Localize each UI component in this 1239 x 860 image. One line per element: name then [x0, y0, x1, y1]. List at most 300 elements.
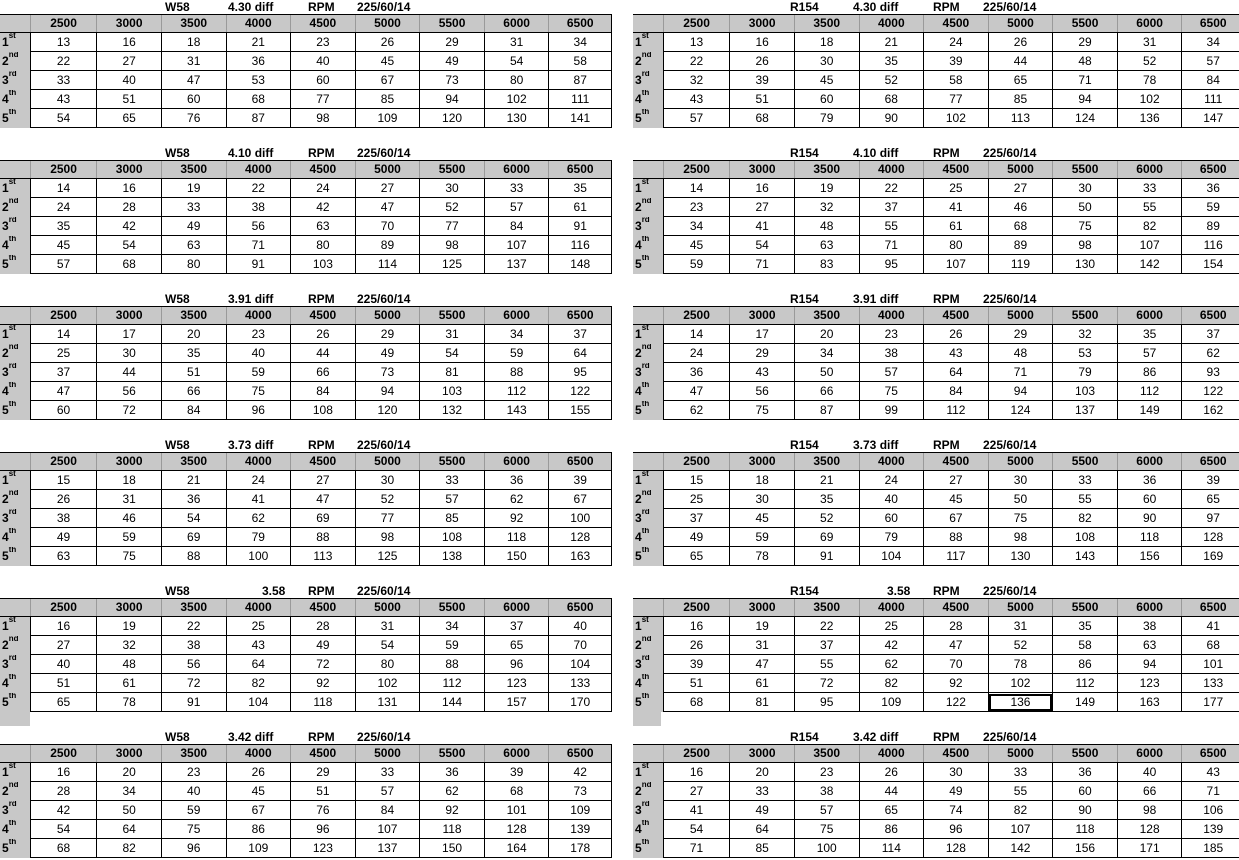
speed-cell[interactable]: 52 — [1117, 52, 1182, 71]
speed-cell[interactable]: 34 — [484, 325, 549, 344]
speed-cell[interactable]: 71 — [859, 236, 924, 255]
gear-label[interactable] — [633, 401, 663, 420]
speed-cell[interactable]: 122 — [549, 382, 612, 401]
gear-label[interactable] — [633, 490, 663, 509]
gear-label[interactable] — [633, 382, 663, 401]
speed-cell[interactable]: 112 — [1117, 382, 1182, 401]
header-corner-cell[interactable] — [633, 307, 663, 325]
rpm-column-header[interactable]: 6000 — [1117, 307, 1182, 325]
speed-cell[interactable]: 35 — [161, 344, 226, 363]
speed-cell[interactable]: 60 — [161, 90, 226, 109]
speed-cell[interactable]: 39 — [484, 763, 549, 782]
speed-cell[interactable]: 112 — [924, 401, 989, 420]
speed-cell[interactable]: 75 — [794, 820, 859, 839]
speed-cell[interactable]: 52 — [794, 509, 859, 528]
speed-cell[interactable]: 85 — [988, 90, 1053, 109]
rpm-column-header[interactable]: 5000 — [988, 453, 1053, 471]
speed-cell[interactable]: 40 — [1117, 763, 1182, 782]
speed-cell[interactable]: 119 — [988, 255, 1053, 274]
rpm-column-header[interactable]: 4000 — [859, 745, 924, 763]
speed-cell[interactable]: 34 — [1182, 33, 1239, 52]
gear-label[interactable] — [633, 179, 663, 198]
speed-cell[interactable]: 77 — [924, 90, 989, 109]
speed-cell[interactable]: 59 — [1182, 198, 1239, 217]
speed-cell[interactable]: 34 — [97, 782, 162, 801]
speed-cell[interactable]: 141 — [549, 109, 612, 128]
speed-cell[interactable]: 63 — [794, 236, 859, 255]
speed-cell[interactable]: 23 — [859, 325, 924, 344]
speed-cell[interactable]: 51 — [97, 90, 162, 109]
speed-cell[interactable]: 35 — [1053, 617, 1118, 636]
speed-cell[interactable]: 24 — [924, 33, 989, 52]
speed-cell[interactable]: 37 — [663, 509, 730, 528]
header-corner-cell[interactable] — [0, 161, 30, 179]
speed-cell[interactable]: 103 — [420, 382, 485, 401]
speed-cell[interactable]: 79 — [794, 109, 859, 128]
speed-cell[interactable]: 68 — [1182, 636, 1239, 655]
speed-cell[interactable]: 22 — [859, 179, 924, 198]
gear-label[interactable] — [633, 344, 663, 363]
gear-label[interactable] — [0, 401, 30, 420]
speed-cell[interactable]: 60 — [1053, 782, 1118, 801]
speed-cell[interactable]: 170 — [549, 693, 612, 712]
rpm-column-header[interactable]: 6500 — [549, 161, 612, 179]
rpm-column-header[interactable]: 4000 — [859, 599, 924, 617]
speed-cell[interactable]: 75 — [97, 547, 162, 566]
speed-cell[interactable]: 42 — [859, 636, 924, 655]
gear-label[interactable] — [633, 801, 663, 820]
rpm-column-header[interactable]: 2500 — [663, 745, 730, 763]
rpm-column-header[interactable]: 4500 — [924, 161, 989, 179]
rpm-column-header[interactable]: 4500 — [924, 15, 989, 33]
speed-cell[interactable]: 55 — [859, 217, 924, 236]
speed-cell[interactable]: 37 — [859, 198, 924, 217]
speed-cell[interactable]: 43 — [924, 344, 989, 363]
gear-label[interactable] — [0, 179, 30, 198]
speed-cell[interactable]: 22 — [161, 617, 226, 636]
speed-cell[interactable]: 55 — [1117, 198, 1182, 217]
speed-cell[interactable]: 26 — [730, 52, 795, 71]
speed-cell[interactable]: 62 — [484, 490, 549, 509]
speed-cell[interactable]: 87 — [549, 71, 612, 90]
speed-cell[interactable]: 54 — [484, 52, 549, 71]
speed-cell[interactable]: 118 — [291, 693, 356, 712]
speed-cell[interactable]: 98 — [291, 109, 356, 128]
speed-cell[interactable]: 31 — [97, 490, 162, 509]
gear-label[interactable] — [0, 763, 30, 782]
speed-cell[interactable]: 22 — [794, 617, 859, 636]
speed-cell[interactable]: 157 — [484, 693, 549, 712]
speed-cell[interactable]: 16 — [730, 33, 795, 52]
speed-cell[interactable]: 91 — [226, 255, 291, 274]
rpm-column-header[interactable]: 5500 — [420, 453, 485, 471]
rpm-column-header[interactable]: 6500 — [1182, 599, 1239, 617]
speed-cell[interactable]: 65 — [859, 801, 924, 820]
speed-cell[interactable]: 44 — [988, 52, 1053, 71]
speed-cell[interactable]: 14 — [30, 179, 97, 198]
speed-cell[interactable]: 85 — [355, 90, 420, 109]
rpm-column-header[interactable]: 3000 — [730, 15, 795, 33]
speed-cell[interactable]: 54 — [30, 820, 97, 839]
rpm-column-header[interactable]: 5500 — [420, 599, 485, 617]
speed-cell[interactable]: 37 — [794, 636, 859, 655]
speed-cell[interactable]: 178 — [549, 839, 612, 858]
rpm-column-header[interactable]: 3000 — [730, 599, 795, 617]
speed-cell[interactable]: 108 — [291, 401, 356, 420]
speed-cell[interactable]: 31 — [730, 636, 795, 655]
speed-cell[interactable]: 94 — [1117, 655, 1182, 674]
speed-cell[interactable]: 124 — [988, 401, 1053, 420]
speed-cell[interactable]: 63 — [1117, 636, 1182, 655]
speed-cell[interactable]: 34 — [420, 617, 485, 636]
speed-cell[interactable]: 107 — [355, 820, 420, 839]
speed-cell[interactable]: 25 — [30, 344, 97, 363]
speed-cell[interactable]: 64 — [730, 820, 795, 839]
speed-cell[interactable]: 36 — [1053, 763, 1118, 782]
speed-cell[interactable]: 149 — [1117, 401, 1182, 420]
rpm-column-header[interactable]: 4000 — [226, 161, 291, 179]
speed-cell[interactable]: 82 — [97, 839, 162, 858]
rpm-column-header[interactable]: 3500 — [161, 745, 226, 763]
speed-cell[interactable]: 99 — [859, 401, 924, 420]
rpm-column-header[interactable]: 6000 — [1117, 599, 1182, 617]
rpm-column-header[interactable]: 3500 — [161, 599, 226, 617]
speed-cell[interactable]: 88 — [161, 547, 226, 566]
speed-cell[interactable]: 29 — [420, 33, 485, 52]
speed-cell[interactable]: 38 — [226, 198, 291, 217]
speed-cell[interactable]: 98 — [1117, 801, 1182, 820]
speed-cell[interactable]: 98 — [420, 236, 485, 255]
speed-cell[interactable]: 155 — [549, 401, 612, 420]
speed-cell[interactable]: 80 — [355, 655, 420, 674]
speed-cell[interactable]: 118 — [420, 820, 485, 839]
speed-cell[interactable]: 29 — [355, 325, 420, 344]
gear-label[interactable] — [0, 255, 30, 274]
speed-cell[interactable]: 120 — [355, 401, 420, 420]
speed-cell[interactable]: 25 — [226, 617, 291, 636]
speed-cell[interactable]: 112 — [420, 674, 485, 693]
speed-cell[interactable]: 31 — [1117, 33, 1182, 52]
speed-cell[interactable]: 90 — [1117, 509, 1182, 528]
speed-cell[interactable]: 67 — [355, 71, 420, 90]
speed-cell[interactable]: 42 — [549, 763, 612, 782]
speed-cell[interactable]: 67 — [549, 490, 612, 509]
rpm-column-header[interactable]: 2500 — [30, 745, 97, 763]
speed-cell[interactable]: 21 — [859, 33, 924, 52]
speed-cell[interactable]: 91 — [161, 693, 226, 712]
gear-label[interactable] — [0, 839, 30, 858]
speed-cell[interactable]: 33 — [30, 71, 97, 90]
gear-label[interactable] — [0, 471, 30, 490]
speed-cell[interactable]: 39 — [1182, 471, 1239, 490]
speed-cell[interactable]: 96 — [161, 839, 226, 858]
speed-cell[interactable]: 68 — [859, 90, 924, 109]
speed-cell[interactable]: 25 — [859, 617, 924, 636]
speed-cell[interactable]: 69 — [161, 528, 226, 547]
rpm-column-header[interactable]: 6000 — [484, 745, 549, 763]
speed-cell[interactable]: 88 — [420, 655, 485, 674]
speed-cell[interactable]: 49 — [663, 528, 730, 547]
speed-cell[interactable]: 57 — [1117, 344, 1182, 363]
rpm-column-header[interactable]: 6500 — [1182, 15, 1239, 33]
rpm-column-header[interactable]: 3000 — [730, 161, 795, 179]
speed-cell[interactable]: 16 — [663, 617, 730, 636]
header-corner-cell[interactable] — [0, 599, 30, 617]
speed-cell[interactable]: 104 — [226, 693, 291, 712]
speed-cell[interactable]: 52 — [355, 490, 420, 509]
rpm-column-header[interactable]: 3500 — [794, 745, 859, 763]
speed-cell[interactable]: 36 — [1117, 471, 1182, 490]
speed-cell[interactable]: 57 — [30, 255, 97, 274]
speed-cell[interactable]: 92 — [484, 509, 549, 528]
rpm-column-header[interactable]: 6000 — [484, 161, 549, 179]
rpm-column-header[interactable]: 3000 — [97, 161, 162, 179]
rpm-column-header[interactable]: 5500 — [1053, 453, 1118, 471]
speed-cell[interactable]: 89 — [988, 236, 1053, 255]
gear-label[interactable] — [0, 90, 30, 109]
speed-cell[interactable]: 44 — [859, 782, 924, 801]
speed-cell[interactable]: 35 — [549, 179, 612, 198]
speed-cell[interactable]: 14 — [30, 325, 97, 344]
speed-cell[interactable]: 30 — [730, 490, 795, 509]
speed-cell[interactable]: 96 — [484, 655, 549, 674]
header-corner-cell[interactable] — [0, 307, 30, 325]
speed-cell[interactable]: 86 — [1053, 655, 1118, 674]
speed-cell[interactable]: 32 — [1053, 325, 1118, 344]
speed-cell[interactable]: 17 — [97, 325, 162, 344]
speed-cell[interactable]: 31 — [161, 52, 226, 71]
speed-cell[interactable]: 80 — [291, 236, 356, 255]
speed-cell[interactable]: 30 — [97, 344, 162, 363]
speed-cell[interactable]: 65 — [663, 547, 730, 566]
speed-cell[interactable]: 35 — [30, 217, 97, 236]
speed-cell[interactable]: 43 — [730, 363, 795, 382]
speed-cell[interactable]: 108 — [1053, 528, 1118, 547]
speed-cell[interactable]: 92 — [420, 801, 485, 820]
speed-cell[interactable]: 87 — [226, 109, 291, 128]
speed-cell[interactable]: 23 — [226, 325, 291, 344]
speed-cell[interactable]: 92 — [924, 674, 989, 693]
speed-cell[interactable]: 33 — [1053, 471, 1118, 490]
gear-label[interactable] — [633, 782, 663, 801]
speed-cell[interactable]: 51 — [30, 674, 97, 693]
speed-cell[interactable]: 49 — [161, 217, 226, 236]
rpm-column-header[interactable]: 4000 — [859, 307, 924, 325]
speed-cell[interactable]: 73 — [420, 71, 485, 90]
speed-cell[interactable]: 20 — [794, 325, 859, 344]
speed-cell[interactable]: 76 — [161, 109, 226, 128]
speed-cell[interactable]: 100 — [794, 839, 859, 858]
gear-label[interactable] — [0, 198, 30, 217]
gear-label[interactable] — [633, 839, 663, 858]
rpm-column-header[interactable]: 6000 — [484, 15, 549, 33]
speed-cell[interactable]: 48 — [97, 655, 162, 674]
speed-cell[interactable]: 90 — [859, 109, 924, 128]
gear-label[interactable] — [0, 109, 30, 128]
rpm-column-header[interactable]: 4500 — [924, 599, 989, 617]
header-corner-cell[interactable] — [0, 745, 30, 763]
rpm-column-header[interactable]: 4500 — [291, 161, 356, 179]
speed-cell[interactable]: 77 — [420, 217, 485, 236]
rpm-column-header[interactable]: 2500 — [663, 453, 730, 471]
speed-cell[interactable]: 76 — [291, 801, 356, 820]
speed-cell[interactable]: 71 — [226, 236, 291, 255]
rpm-column-header[interactable]: 3500 — [794, 453, 859, 471]
speed-cell[interactable]: 147 — [1182, 109, 1239, 128]
rpm-column-header[interactable]: 6000 — [484, 453, 549, 471]
speed-cell[interactable]: 18 — [730, 471, 795, 490]
speed-cell[interactable]: 62 — [859, 655, 924, 674]
speed-cell[interactable]: 128 — [1117, 820, 1182, 839]
speed-cell[interactable]: 24 — [663, 344, 730, 363]
rpm-column-header[interactable]: 3500 — [794, 599, 859, 617]
speed-cell[interactable]: 143 — [484, 401, 549, 420]
gear-label[interactable] — [0, 820, 30, 839]
speed-cell[interactable]: 107 — [988, 820, 1053, 839]
speed-cell[interactable]: 118 — [1117, 528, 1182, 547]
speed-cell[interactable]: 33 — [730, 782, 795, 801]
rpm-column-header[interactable]: 3500 — [794, 161, 859, 179]
speed-cell[interactable]: 80 — [161, 255, 226, 274]
speed-cell[interactable]: 57 — [420, 490, 485, 509]
rpm-column-header[interactable]: 4500 — [924, 307, 989, 325]
speed-cell[interactable]: 133 — [1182, 674, 1239, 693]
speed-cell[interactable]: 68 — [663, 693, 730, 712]
speed-cell[interactable]: 45 — [355, 52, 420, 71]
speed-cell[interactable]: 28 — [924, 617, 989, 636]
gear-label[interactable] — [633, 109, 663, 128]
rpm-column-header[interactable]: 4000 — [226, 745, 291, 763]
speed-cell[interactable]: 108 — [420, 528, 485, 547]
rpm-column-header[interactable]: 3500 — [794, 15, 859, 33]
speed-cell[interactable]: 55 — [794, 655, 859, 674]
speed-cell[interactable]: 128 — [549, 528, 612, 547]
speed-cell[interactable]: 144 — [420, 693, 485, 712]
rpm-column-header[interactable]: 5500 — [1053, 307, 1118, 325]
speed-cell[interactable]: 68 — [730, 109, 795, 128]
speed-cell[interactable]: 116 — [1182, 236, 1239, 255]
speed-cell[interactable]: 24 — [226, 471, 291, 490]
speed-cell[interactable]: 45 — [730, 509, 795, 528]
speed-cell[interactable]: 20 — [730, 763, 795, 782]
speed-cell[interactable]: 57 — [355, 782, 420, 801]
speed-cell[interactable]: 104 — [549, 655, 612, 674]
speed-cell[interactable]: 33 — [484, 179, 549, 198]
speed-cell[interactable]: 96 — [226, 401, 291, 420]
speed-cell[interactable]: 28 — [291, 617, 356, 636]
speed-cell[interactable]: 62 — [226, 509, 291, 528]
speed-cell[interactable]: 113 — [291, 547, 356, 566]
rpm-column-header[interactable]: 6500 — [549, 745, 612, 763]
header-corner-cell[interactable] — [633, 745, 663, 763]
speed-cell[interactable]: 34 — [794, 344, 859, 363]
speed-cell[interactable]: 59 — [97, 528, 162, 547]
speed-cell[interactable]: 65 — [30, 693, 97, 712]
speed-cell[interactable]: 38 — [161, 636, 226, 655]
speed-cell[interactable]: 59 — [420, 636, 485, 655]
speed-cell[interactable]: 36 — [484, 471, 549, 490]
speed-cell[interactable]: 35 — [794, 490, 859, 509]
speed-cell[interactable]: 39 — [730, 71, 795, 90]
speed-cell[interactable]: 61 — [730, 674, 795, 693]
gear-label[interactable] — [0, 801, 30, 820]
speed-cell[interactable]: 128 — [484, 820, 549, 839]
speed-cell[interactable]: 13 — [30, 33, 97, 52]
gear-label[interactable] — [0, 344, 30, 363]
speed-cell[interactable]: 59 — [161, 801, 226, 820]
gear-label[interactable] — [633, 90, 663, 109]
speed-cell[interactable]: 21 — [794, 471, 859, 490]
speed-cell[interactable]: 24 — [30, 198, 97, 217]
speed-cell[interactable]: 95 — [859, 255, 924, 274]
speed-cell[interactable]: 62 — [663, 401, 730, 420]
speed-cell[interactable]: 77 — [355, 509, 420, 528]
speed-cell[interactable]: 84 — [1182, 71, 1239, 90]
rpm-column-header[interactable]: 5500 — [420, 745, 485, 763]
speed-cell[interactable]: 71 — [1053, 71, 1118, 90]
speed-cell[interactable]: 49 — [355, 344, 420, 363]
rpm-column-header[interactable]: 3500 — [794, 307, 859, 325]
speed-cell[interactable]: 114 — [859, 839, 924, 858]
rpm-column-header[interactable]: 4500 — [291, 599, 356, 617]
speed-cell[interactable]: 40 — [859, 490, 924, 509]
speed-cell[interactable]: 30 — [420, 179, 485, 198]
speed-cell[interactable]: 94 — [355, 382, 420, 401]
speed-cell[interactable]: 52 — [420, 198, 485, 217]
speed-cell[interactable]: 59 — [226, 363, 291, 382]
speed-cell[interactable]: 72 — [97, 401, 162, 420]
speed-cell[interactable]: 123 — [484, 674, 549, 693]
speed-cell[interactable]: 104 — [859, 547, 924, 566]
speed-cell[interactable]: 107 — [484, 236, 549, 255]
rpm-column-header[interactable]: 2500 — [30, 599, 97, 617]
speed-cell[interactable]: 24 — [291, 179, 356, 198]
speed-cell[interactable]: 18 — [97, 471, 162, 490]
speed-cell[interactable]: 45 — [30, 236, 97, 255]
speed-cell[interactable]: 63 — [161, 236, 226, 255]
speed-cell[interactable]: 43 — [1182, 763, 1239, 782]
speed-cell[interactable]: 47 — [355, 198, 420, 217]
speed-cell[interactable]: 81 — [730, 693, 795, 712]
gear-label[interactable] — [633, 325, 663, 344]
speed-cell[interactable]: 27 — [30, 636, 97, 655]
speed-cell[interactable]: 75 — [859, 382, 924, 401]
gear-label[interactable] — [0, 33, 30, 52]
speed-cell[interactable]: 75 — [161, 820, 226, 839]
speed-cell[interactable]: 28 — [30, 782, 97, 801]
speed-cell[interactable]: 137 — [484, 255, 549, 274]
speed-cell[interactable]: 50 — [988, 490, 1053, 509]
speed-cell[interactable]: 18 — [794, 33, 859, 52]
rpm-column-header[interactable]: 6000 — [1117, 161, 1182, 179]
rpm-column-header[interactable]: 5000 — [988, 15, 1053, 33]
speed-cell[interactable]: 85 — [730, 839, 795, 858]
speed-cell[interactable]: 57 — [484, 198, 549, 217]
gear-label[interactable] — [633, 236, 663, 255]
speed-cell[interactable]: 49 — [924, 782, 989, 801]
speed-cell[interactable]: 123 — [291, 839, 356, 858]
gear-label[interactable] — [0, 363, 30, 382]
rpm-column-header[interactable]: 6000 — [484, 599, 549, 617]
gear-label[interactable] — [0, 547, 30, 566]
speed-cell[interactable]: 139 — [1182, 820, 1239, 839]
speed-cell[interactable]: 33 — [355, 763, 420, 782]
speed-cell[interactable]: 27 — [924, 471, 989, 490]
speed-cell[interactable]: 130 — [484, 109, 549, 128]
rpm-column-header[interactable]: 5500 — [420, 15, 485, 33]
gear-label[interactable] — [633, 255, 663, 274]
rpm-column-header[interactable]: 6500 — [549, 599, 612, 617]
